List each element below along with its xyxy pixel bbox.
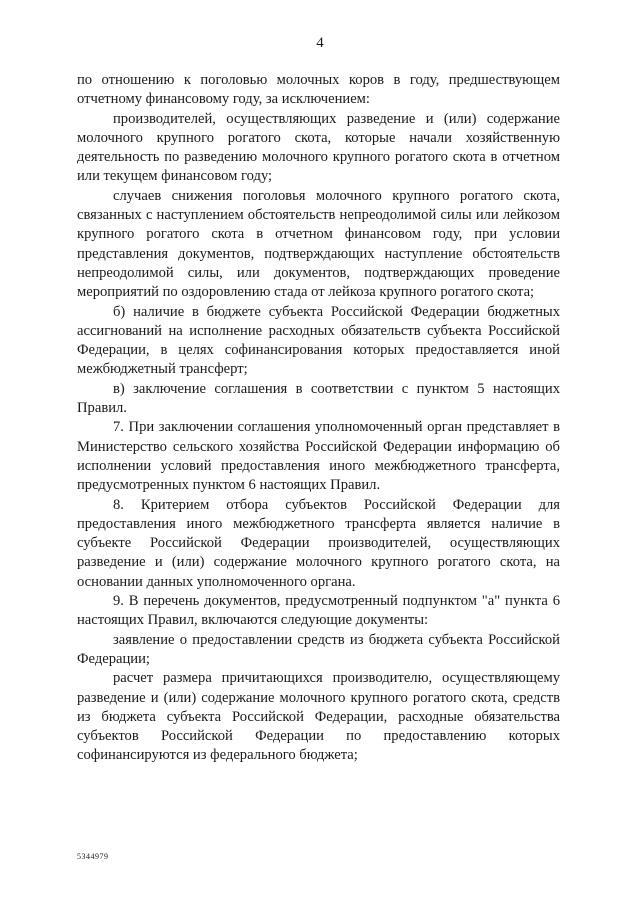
- paragraph-application: заявление о предоставлении средств из бюджета субъекта Российской Федерации;: [77, 631, 560, 667]
- paragraph-exception-new-producers: производителей, осуществляющих разведение и (или) содержание молочного крупного рогатого скота, которые начали хозяйственную деятельность по разведению молочного крупного рогатого скота в отчетном или текущем финансовом году;: [77, 110, 560, 185]
- paragraph-exception-force-majeure: случаев снижения поголовья молочного крупного рогатого скота, связанных с наступлением обстоятельств непреодолимой силы или лейкозом крупного рогатого скота в отчетном финансовом году, при условии представления документов, подтверждающих наступление обстоятельств непреодолимой силы, или документов, подтверждающих проведение мероприятий по оздоровлению стада от лейкоза крупного рогатого скота;: [77, 187, 560, 301]
- paragraph-calculation: расчет размера причитающихся производителю, осуществляющему разведение и (или) содержание молочного крупного рогатого скота, средств из бюджета субъекта Российской Федерации, расходные обязательства субъектов Российской Федерации по предоставлению которых софинансируются из федерального бюджета;: [77, 670, 560, 764]
- paragraph-item-9: 9. В перечень документов, предусмотренный подпунктом "а" пункта 6 настоящих Правил, включаются следующие документы:: [77, 593, 560, 629]
- paragraph-item-8: 8. Критерием отбора субъектов Российской Федерации для предоставления иного межбюджетного трансферта является наличие в субъекте Российской Федерации производителей, осуществляющих разведение и (или) содержание молочного крупного рогатого скота, на основании данных уполномоченного органа.: [77, 496, 560, 590]
- paragraph-condition-b: б) наличие в бюджете субъекта Российской Федерации бюджетных ассигнований на исполнение расходных обязательств субъекта Российской Федерации, в целях софинансирования которых предоставляется иной межбюджетный трансферт;: [77, 303, 560, 378]
- paragraph-condition-v: в) заключение соглашения в соответствии с пунктом 5 настоящих Правил.: [77, 380, 560, 417]
- paragraph-continuation: по отношению к поголовью молочных коров в году, предшествующем отчетному финансовому году, за исключением:: [77, 72, 560, 108]
- paragraph-item-7: 7. При заключении соглашения уполномоченный орган представляет в Министерство сельского хозяйства Российской Федерации информацию об исполнении условий предоставления иного межбюджетного трансферта, предусмотренных пунктом 6 настоящих Правил.: [77, 419, 560, 494]
- page-number: 4: [316, 35, 324, 51]
- document-code: 5344979: [77, 852, 109, 861]
- document-body: [77, 71, 560, 766]
